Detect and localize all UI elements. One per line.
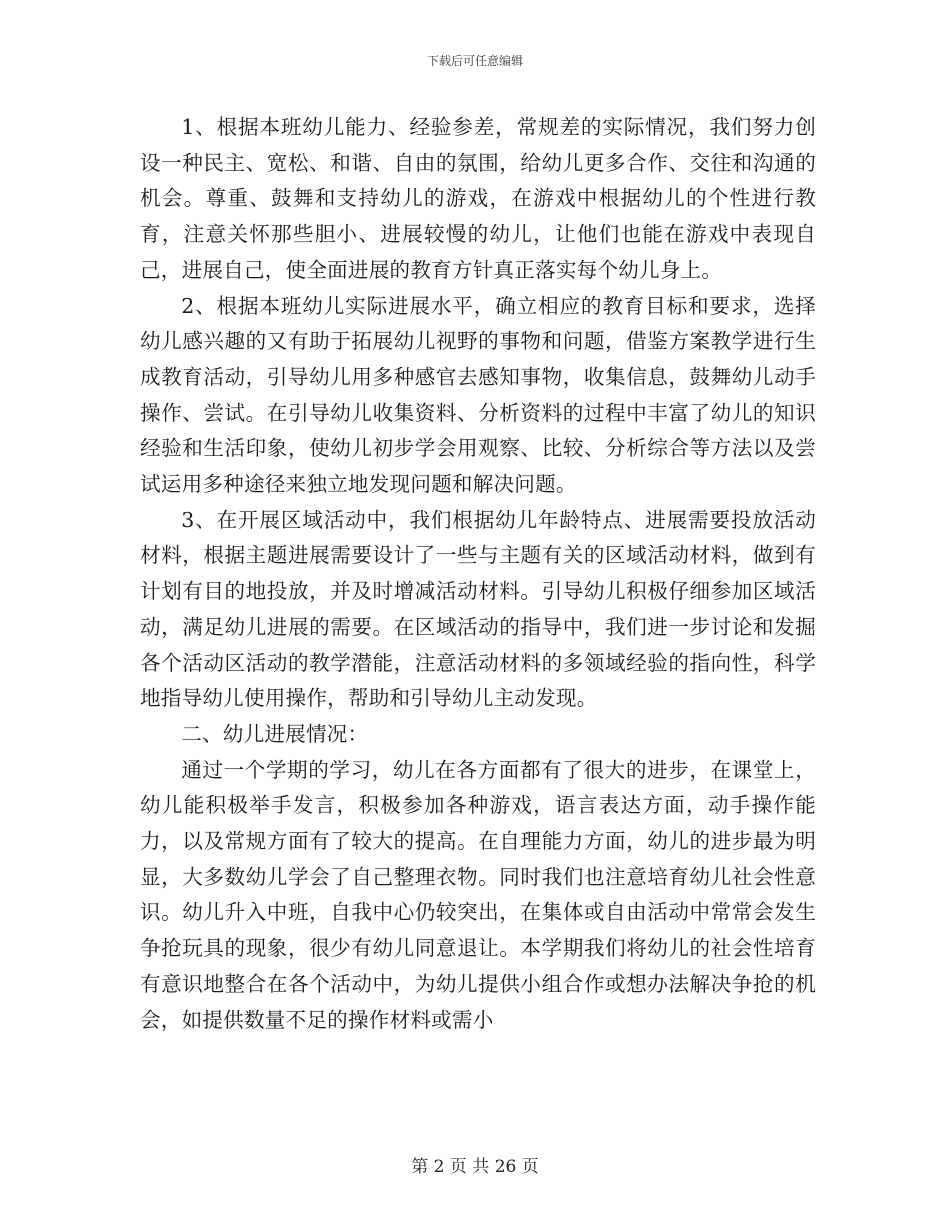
- section-heading: 二、幼儿进展情况：: [181, 721, 369, 746]
- paragraph-1: 1、根据本班幼儿能力、经验参差，常规差的实际情况，我们努力创设一种民主、宽松、和谐、自由的氛围，给幼儿更多合作、交往和沟通的机会。尊重、鼓舞和支持幼儿的游戏，在游戏中根据幼儿的个性进行教育，注意关怀那些胆小、进展较慢的幼儿，让他们也能在游戏中表现自己，进展自己，使全面进展的教育方针真正落实每个幼儿身上。: [140, 115, 816, 282]
- page-header: 下载后可任意编辑: [426, 54, 523, 68]
- document-body: [140, 110, 816, 1038]
- page-number-footer: 第 2 页 共 26 页: [411, 1157, 539, 1177]
- paragraph-3: 3、在开展区域活动中，我们根据幼儿年龄特点、进展需要投放活动材料，根据主题进展需要设计了一些与主题有关的区域活动材料，做到有计划有目的地投放，并及时增减活动材料。引导幼儿积极仔细参加区域活动，满足幼儿进展的需要。在区域活动的指导中，我们进一步讨论和发掘各个活动区活动的教学潜能，注意活动材料的多领域经验的指向性，科学地指导幼儿使用操作，帮助和引导幼儿主动发现。: [140, 507, 816, 711]
- paragraph-2: 2、根据本班幼儿实际进展水平，确立相应的教育目标和要求，选择幼儿感兴趣的又有助于拓展幼儿视野的事物和问题，借鉴方案教学进行生成教育活动，引导幼儿用多种感官去感知事物，收集信息，鼓舞幼儿动手操作、尝试。在引导幼儿收集资料、分析资料的过程中丰富了幼儿的知识经验和生活印象，使幼儿初步学会用观察、比较、分析综合等方法以及尝试运用多种途径来独立地发现问题和解决问题。: [140, 293, 816, 497]
- paragraph-4: 通过一个学期的学习，幼儿在各方面都有了很大的进步，在课堂上，幼儿能积极举手发言，积极参加各种游戏，语言表达方面，动手操作能力，以及常规方面有了较大的提高。在自理能力方面，幼儿的进步最为明显，大多数幼儿学会了自己整理衣物。同时我们也注意培育幼儿社会性意识。幼儿升入中班，自我中心仍较突出，在集体或自由活动中常常会发生争抢玩具的现象，很少有幼儿同意退让。本学期我们将幼儿的社会性培育有意识地整合在各个活动中，为幼儿提供小组合作或想办法解决争抢的机会，如提供数量不足的操作材料或需小: [140, 757, 816, 1032]
